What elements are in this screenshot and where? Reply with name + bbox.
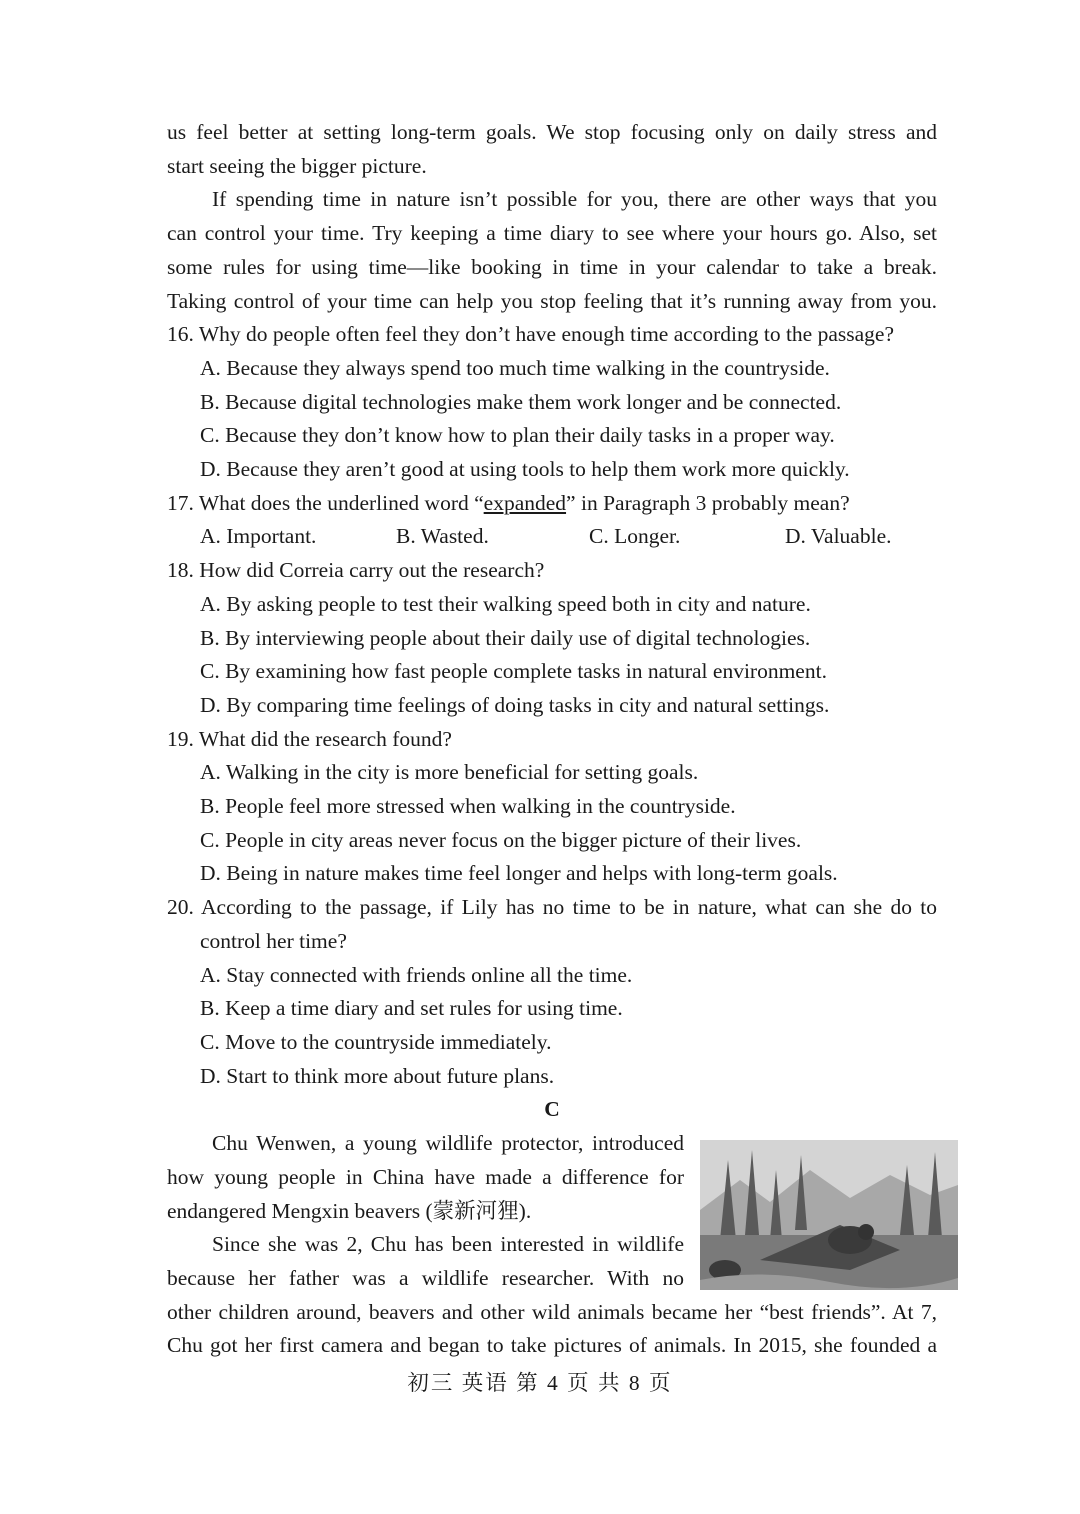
passage-c-line: Since she was 2, Chu has been interested in wildlife (212, 1232, 684, 1257)
question-17-options (167, 520, 937, 554)
passage-c-line: because her father was a wildlife researcher. With no (167, 1265, 684, 1290)
question-18-option-b: B. By interviewing people about their daily use of digital technologies. (200, 625, 811, 650)
question-18-option-c: C. By examining how fast people complete tasks in natural environment. (200, 659, 827, 684)
question-20-option-d: D. Start to think more about future plans. (200, 1063, 555, 1088)
passage-c-line: other children around, beavers and other wild animals became her “best friends”. At 7, (167, 1299, 937, 1324)
passage-line: start seeing the bigger picture. (167, 153, 427, 178)
question-18-stem: 18. How did Correia carry out the research? (167, 558, 545, 583)
question-16-option-b: B. Because digital technologies make them work longer and be connected. (200, 389, 842, 414)
question-16-stem: 16. Why do people often feel they don’t have enough time according to the passage? (167, 322, 894, 347)
question-19-stem: 19. What did the research found? (167, 726, 452, 751)
page-footer: 初三 英语 第 4 页 共 8 页 (407, 1371, 673, 1395)
question-17-stem-start: 17. What does the underlined word “ (167, 490, 484, 515)
passage-c-line: Chu got her first camera and began to take pictures of animals. In 2015, she founded a (167, 1333, 937, 1358)
question-20-stem: 20. According to the passage, if Lily has no time to be in nature, what can she do to (167, 895, 937, 920)
question-19-option-a: A. Walking in the city is more beneficial for setting goals. (200, 760, 699, 785)
question-17-stem (167, 487, 937, 521)
question-20-option-b: B. Keep a time diary and set rules for using time. (200, 996, 623, 1021)
passage-line: some rules for using time—like booking in time in your calendar to take a break. (167, 254, 937, 279)
question-20-stem-continued: control her time? (200, 928, 347, 953)
beaver-illustration (700, 1140, 958, 1290)
question-17-option-c: C. Longer. (589, 524, 681, 549)
question-17-option-b: B. Wasted. (396, 524, 489, 549)
question-16-option-d: D. Because they aren’t good at using tools to help them work more quickly. (200, 457, 850, 482)
question-18-option-a: A. By asking people to test their walking speed both in city and nature. (200, 591, 811, 616)
question-19-option-d: D. Being in nature makes time feel longer and helps with long-term goals. (200, 861, 838, 886)
question-19-option-c: C. People in city areas never focus on the bigger picture of their lives. (200, 827, 802, 852)
beaver-scene-icon (700, 1140, 958, 1290)
passage-line: us feel better at setting long-term goals. We stop focusing only on daily stress and (167, 120, 937, 144)
passage-line: Taking control of your time can help you stop feeling that it’s running away from you. (167, 288, 937, 313)
passage-c-line: Chu Wenwen, a young wildlife protector, introduced (212, 1131, 684, 1156)
question-19-option-b: B. People feel more stressed when walking in the countryside. (200, 794, 736, 819)
underlined-word: expanded (483, 490, 567, 515)
passage-line: If spending time in nature isn’t possible for you, there are other ways that you (212, 187, 937, 212)
passage-line: can control your time. Try keeping a time diary to see where your hours go. Also, set (167, 221, 937, 246)
question-20-option-a: A. Stay connected with friends online all the time. (200, 962, 633, 987)
question-17-stem-end: ” in Paragraph 3 probably mean? (566, 490, 850, 515)
passage-c-line: endangered Mengxin beavers (蒙新河狸). (167, 1198, 532, 1223)
question-17-option-d: D. Valuable. (785, 524, 892, 549)
section-heading: C (544, 1097, 560, 1122)
question-16-option-c: C. Because they don’t know how to plan their daily tasks in a proper way. (200, 423, 835, 448)
question-20-option-c: C. Move to the countryside immediately. (200, 1029, 552, 1054)
question-17-option-a: A. Important. (200, 524, 317, 549)
passage-c-line: how young people in China have made a difference for (167, 1164, 684, 1189)
question-18-option-d: D. By comparing time feelings of doing tasks in city and natural settings. (200, 692, 830, 717)
question-16-option-a: A. Because they always spend too much time walking in the countryside. (200, 355, 830, 380)
